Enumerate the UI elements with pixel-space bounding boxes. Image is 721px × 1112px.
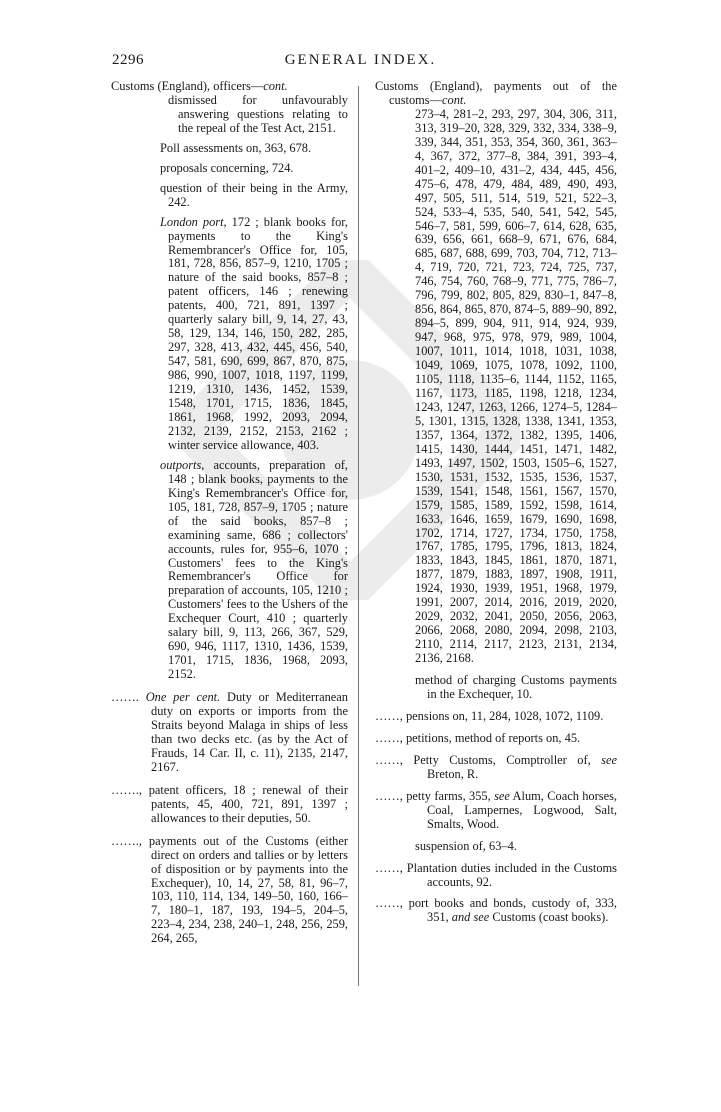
index-heading-continued <box>375 80 617 108</box>
leader-dots: ……. <box>111 690 139 705</box>
petty-customs-target: Breton, R. <box>427 766 479 781</box>
entry-petty-farms <box>375 790 617 832</box>
outports-label: outports, <box>160 457 205 472</box>
entry-petitions <box>375 732 617 746</box>
entry-patent-officers <box>111 784 348 826</box>
entry-payments <box>111 835 348 947</box>
see-reference: see <box>601 752 617 767</box>
leader-dots: ……. <box>111 833 139 848</box>
sub-entry-poll: Poll assessments on, 363, 678. <box>160 140 312 155</box>
page-title: GENERAL INDEX. <box>284 52 437 68</box>
leader-dots: …… <box>375 860 400 875</box>
column-divider <box>358 86 359 986</box>
entry-pensions <box>375 710 617 724</box>
entry-one-per-cent <box>111 691 348 775</box>
sub-entry-question: question of their being in the Army, 242. <box>160 180 348 209</box>
london-label: London port, <box>160 214 227 229</box>
petty-customs-text: , Petty Customs, Comptroller of, <box>399 752 602 767</box>
sub-entry-outports <box>111 459 348 682</box>
index-heading <box>111 80 348 94</box>
sub-entry-dismissed: dismissed for unfavourably answering questions relating to the repeal of the Test Act, 2151. <box>168 92 348 135</box>
plantation-text: , Plantation duties included in the Customs accounts, 92. <box>399 860 617 889</box>
leader-dots: …… <box>375 752 400 767</box>
heading-cont: cont. <box>442 92 467 107</box>
petty-farms-text: , petty farms, 355, <box>399 788 495 803</box>
entry-port-books <box>375 897 617 925</box>
sub-entry-london-port <box>111 216 348 453</box>
petty-farms-targets: Alum, Coach horses, Coal, Lampernes, Logwood, Salt, Smalts, Wood. <box>427 788 617 831</box>
heading-text: Customs (England), officers— <box>111 79 264 93</box>
entry-plantation <box>375 862 617 890</box>
payments-text: , payments out of the Customs (either direct on orders and tallies or by letters of disposition or by payments into the Exchequer), 10, 14, 27, 58, 81, 96–7, 103, 110, 114, 134, 149–50, 160, 166–7, 180–1, 187, 193, 194–5, 204–5, 223–4, 234, 238, 240–1, 248, 256, 259, 264, 265, <box>138 833 348 946</box>
petitions-text: , petitions, method of reports on, 45. <box>399 730 581 745</box>
sub-entry-suspension: suspension of, 63–4. <box>415 838 517 853</box>
payment-page-references: 273–4, 281–2, 293, 297, 304, 306, 311, 313, 319–20, 328, 329, 332, 334, 338–9, 339, 344, 351, 353, 354, 360, 361, 363–4, 367, 372, 377–8, 384, 391, 393–4, 401–2, 409–10, 431–2, 434, 445, 456, 475–6, 478, 479, 484, 489, 490, 493, 497, 505, 511, 514, 519, 521, 522–3, 524, 533–4, 535, 540, 541, 542, 545, 546–7, 581, 599, 606–7, 614, 628, 635, 639, 656, 661, 668–9, 671, 676, 684, 685, 687, 688, 699, 703, 704, 712, 713–4, 719, 720, 721, 723, 724, 725, 737, 746, 754, 760, 768–9, 771, 775, 786–7, 796, 799, 802, 805, 829, 830–1, 847–8, 856, 864, 865, 870, 874–5, 889–90, 892, 894–5, 899, 904, 911, 914, 924, 939, 947, 968, 975, 978, 979, 989, 1004, 1007, 1011, 1014, 1018, 1031, 1038, 1049, 1069, 1075, 1078, 1092, 1100, 1105, 1118, 1135–6, 1144, 1152, 1165, 1167, 1173, 1185, 1198, 1218, 1234, 1243, 1247, 1263, 1266, 1274–5, 1284–5, 1301, 1315, 1328, 1338, 1341, 1353, 1357, 1364, 1372, 1382, 1395, 1406, 1415, 1430, 1444, 1451, 1471, 1482, 1493, 1497, 1502, 1503, 1505–6, 1527, 1530, 1531, 1532, 1535, 1536, 1537, 1539, 1541, 1548, 1561, 1567, 1570, 1579, 1585, 1589, 1592, 1598, 1614, 1633, 1646, 1659, 1679, 1690, 1698, 1702, 1714, 1727, 1734, 1750, 1758, 1767, 1785, 1795, 1796, 1813, 1824, 1833, 1843, 1845, 1861, 1870, 1871, 1877, 1879, 1883, 1897, 1908, 1911, 1924, 1930, 1939, 1951, 1968, 1979, 1991, 2007, 2014, 2016, 2019, 2020, 2029, 2032, 2041, 2050, 2056, 2063, 2066, 2068, 2080, 2094, 2098, 2103, 2110, 2114, 2117, 2123, 2131, 2134, 2136, 2168. <box>415 106 617 666</box>
left-column <box>111 80 348 946</box>
leader-dots: …… <box>375 730 400 745</box>
patent-text: , patent officers, 18 ; renewal of their patents, 45, 400, 721, 891, 1397 ; allowances to their deputies, 50. <box>138 782 348 825</box>
london-text: 172 ; blank books for, payments to the King's Remembrancer's Office for, 105, 181, 728, 856, 857–9, 1210, 1705 ; nature of the said books, 857–8 ; patent officers, 146 ; renewing patents, 400, 721, 891, 1397 ; quarterly salary bill, 9, 14, 27, 43, 58, 129, 134, 146, 150, 282, 285, 297, 328, 413, 432, 445, 456, 540, 547, 581, 690, 699, 867, 870, 875, 986, 990, 1007, 1018, 1197, 1199, 1219, 1310, 1436, 1452, 1539, 1548, 1701, 1715, 1836, 1845, 1861, 1968, 1992, 2093, 2094, 2132, 2139, 2152, 2153, 2162 ; winter service allowance, 403. <box>168 214 349 452</box>
leader-dots: …… <box>375 708 400 723</box>
pensions-text: , pensions on, 11, 284, 1028, 1072, 1109. <box>399 708 604 723</box>
sub-entry-proposals: proposals concerning, 724. <box>160 160 294 175</box>
outports-text: accounts, preparation of, 148 ; blank books, payments to the King's Remembrancer's Office for, 105, 181, 728, 857–9, 1705 ; nature of the said books, 857–8 ; examining same, 686 ; collectors' accounts, rules for, 955–6, 1070 ; Customers' fees to the King's Remembrancer's Office for preparation of accounts, 105, 1210 ; Customers' fees to the Ushers of the Exchequer Court, 410 ; quarterly salary bill, 9, 113, 266, 367, 529, 690, 946, 1117, 1310, 1436, 1539, 1701, 1715, 1836, 1968, 2093, 2152. <box>168 457 348 682</box>
heading-cont: cont. <box>263 79 288 93</box>
heading-text: Customs (England), payments out of the customs— <box>375 79 617 107</box>
entry-petty-customs <box>375 754 617 782</box>
see-reference: see <box>494 788 510 803</box>
port-books-text: , port books and bonds, custody of, 333, 351, <box>399 896 617 925</box>
sub-entry-method: method of charging Customs payments in the Exchequer, 10. <box>415 673 617 701</box>
leader-dots: ……. <box>111 782 139 797</box>
port-books-target: Customs (coast books). <box>489 910 609 925</box>
leader-dots: …… <box>375 896 400 911</box>
and-see-reference: and see <box>451 910 490 925</box>
one-per-cent-label: One per cent. <box>145 690 221 705</box>
leader-dots: …… <box>375 788 400 803</box>
right-column <box>375 80 617 925</box>
page-number: 2296 <box>112 52 144 68</box>
one-per-cent-text: Duty or Mediterranean duty on exports or imports from the Straits beyond Malaga in ships of less than two decks etc. (as by the Act of Frauds, 14 Car. II, c. 11), 2135, 2147, 2167. <box>151 690 348 774</box>
